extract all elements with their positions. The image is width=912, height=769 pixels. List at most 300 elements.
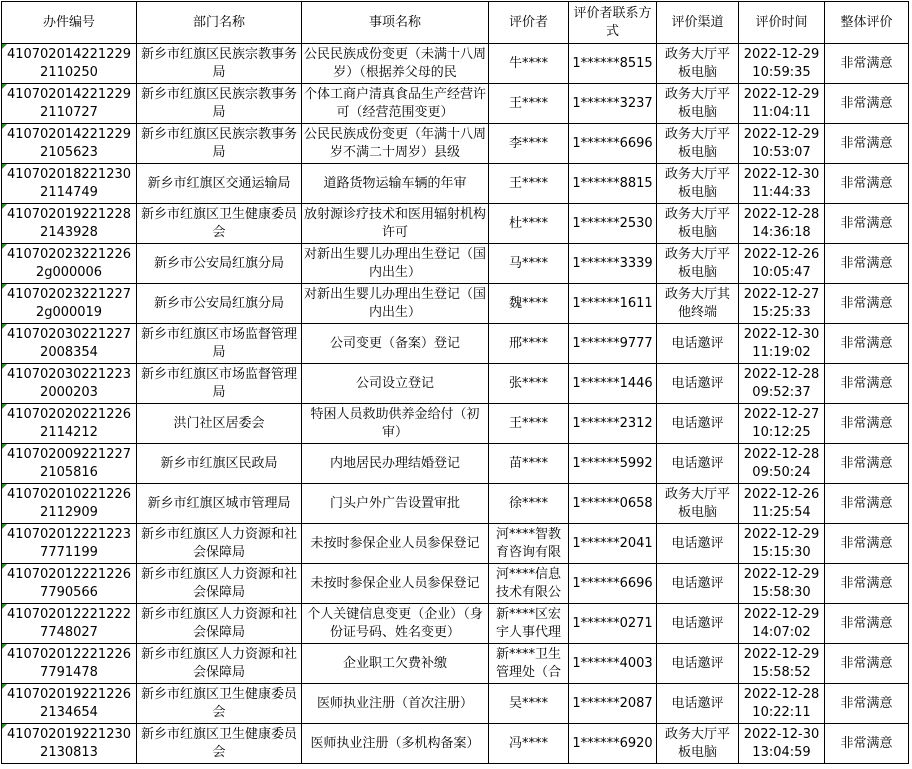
header-rating: 整体评价 — [825, 2, 909, 44]
cell-time[interactable] — [739, 164, 825, 204]
cell-evaluator-text: 魏**** — [508, 295, 548, 311]
cell-rating-text: 非常满意 — [840, 695, 893, 711]
cell-rating[interactable] — [825, 444, 909, 484]
cell-time[interactable] — [739, 324, 825, 364]
cell-item-text: 特困人员救助供养金给付（初审） — [310, 406, 480, 440]
cell-contact-text: 1******2312 — [572, 415, 653, 431]
cell-time[interactable] — [739, 124, 825, 164]
evaluation-table — [1, 1, 909, 764]
cell-case-id[interactable] — [2, 524, 137, 564]
header-case-id: 办件编号 — [2, 2, 137, 44]
cell-time[interactable] — [739, 84, 825, 124]
cell-time-text: 2022-12-28 10:22:11 — [743, 686, 820, 720]
cell-rating[interactable] — [825, 164, 909, 204]
cell-item[interactable] — [302, 564, 489, 604]
cell-contact[interactable] — [569, 604, 657, 644]
cell-rating[interactable] — [825, 84, 909, 124]
cell-case-id-text: 4107020142212292110250 — [6, 46, 132, 80]
table-row[interactable] — [2, 484, 909, 524]
cell-time[interactable] — [739, 524, 825, 564]
cell-contact[interactable] — [569, 44, 657, 84]
cell-rating[interactable] — [825, 524, 909, 564]
cell-case-id-text: 4107020182212302114749 — [6, 166, 132, 200]
cell-contact[interactable] — [569, 644, 657, 684]
cell-case-id-text: 4107020192212302130813 — [6, 726, 132, 760]
cell-department-text: 新乡市红旗区人力资源和社会保障局 — [140, 606, 297, 640]
cell-contact[interactable] — [569, 364, 657, 404]
cell-channel[interactable] — [657, 724, 739, 764]
cell-rating-text: 非常满意 — [840, 575, 893, 591]
cell-contact-text: 1******6696 — [572, 575, 653, 591]
cell-time-text: 2022-12-29 14:07:02 — [743, 606, 820, 640]
cell-rating[interactable] — [825, 124, 909, 164]
cell-rating-text: 非常满意 — [840, 735, 893, 751]
cell-contact-text: 1******0658 — [572, 495, 653, 511]
cell-case-id-text: 4107020232212262g000006 — [6, 246, 132, 280]
cell-contact[interactable] — [569, 284, 657, 324]
cell-channel-text: 电话邀评 — [671, 415, 724, 431]
cell-department[interactable] — [137, 44, 302, 84]
cell-time-text: 2022-12-28 09:52:37 — [743, 366, 820, 400]
cell-item[interactable] — [302, 604, 489, 644]
cell-department[interactable] — [137, 284, 302, 324]
header-evaluator: 评价者 — [489, 2, 569, 44]
cell-item[interactable] — [302, 124, 489, 164]
cell-department[interactable] — [137, 204, 302, 244]
cell-rating[interactable] — [825, 684, 909, 724]
table-row[interactable] — [2, 164, 909, 204]
cell-evaluator-text: 苗**** — [508, 455, 548, 471]
cell-case-id-text: 4107020302212272008354 — [6, 326, 132, 360]
cell-channel[interactable] — [657, 644, 739, 684]
cell-item[interactable] — [302, 84, 489, 124]
cell-rating[interactable] — [825, 324, 909, 364]
cell-contact-text: 1******1611 — [572, 295, 653, 311]
cell-case-id[interactable] — [2, 44, 137, 84]
cell-rating[interactable] — [825, 644, 909, 684]
cell-rating-text: 非常满意 — [840, 335, 893, 351]
cell-channel-text: 政务大厅平板电脑 — [664, 86, 730, 120]
cell-case-id-text: 4107020122212267790566 — [6, 566, 132, 600]
cell-contact[interactable] — [569, 324, 657, 364]
cell-department-text: 新乡市红旗区人力资源和社会保障局 — [140, 566, 297, 600]
cell-case-id[interactable] — [2, 364, 137, 404]
cell-rating[interactable] — [825, 364, 909, 404]
cell-rating[interactable] — [825, 244, 909, 284]
cell-item-text: 放射源诊疗技术和医用辐射机构许可 — [304, 206, 486, 240]
cell-evaluator[interactable] — [489, 324, 569, 364]
cell-evaluator[interactable] — [489, 604, 569, 644]
cell-contact[interactable] — [569, 404, 657, 444]
cell-channel-text: 政务大厅其他终端 — [664, 286, 730, 320]
cell-item[interactable] — [302, 484, 489, 524]
table-row[interactable] — [2, 564, 909, 604]
cell-channel-text: 电话邀评 — [671, 655, 724, 671]
cell-time-text: 2022-12-28 09:50:24 — [743, 446, 820, 480]
cell-contact[interactable] — [569, 724, 657, 764]
cell-time[interactable] — [739, 284, 825, 324]
cell-item-text: 公司变更（备案）登记 — [329, 335, 460, 351]
cell-rating-text: 非常满意 — [840, 255, 893, 271]
cell-contact[interactable] — [569, 684, 657, 724]
cell-evaluator-text: 王**** — [508, 175, 548, 191]
cell-department-text: 新乡市红旗区卫生健康委员会 — [140, 686, 297, 720]
cell-time-text: 2022-12-29 15:15:30 — [743, 526, 820, 560]
cell-time[interactable] — [739, 484, 825, 524]
cell-case-id-text: 4107020122212267791478 — [6, 646, 132, 680]
cell-department[interactable] — [137, 444, 302, 484]
cell-channel[interactable] — [657, 284, 739, 324]
cell-channel[interactable] — [657, 44, 739, 84]
cell-evaluator-text: 杜**** — [508, 215, 548, 231]
cell-time[interactable] — [739, 244, 825, 284]
cell-item[interactable] — [302, 724, 489, 764]
cell-case-id-text: 4107020142212292110727 — [6, 86, 132, 120]
cell-department[interactable] — [137, 604, 302, 644]
cell-channel-text: 政务大厅平板电脑 — [664, 46, 730, 80]
cell-time[interactable] — [739, 364, 825, 404]
cell-channel[interactable] — [657, 444, 739, 484]
cell-department-text: 新乡市红旗区人力资源和社会保障局 — [140, 526, 297, 560]
cell-item-text: 企业职工欠费补缴 — [342, 655, 447, 671]
cell-time-text: 2022-12-26 11:25:54 — [743, 486, 820, 520]
cell-item[interactable] — [302, 524, 489, 564]
cell-department-text: 新乡市红旗区城市管理局 — [147, 495, 291, 511]
cell-evaluator-text: 王**** — [508, 95, 548, 111]
cell-rating-text: 非常满意 — [840, 615, 893, 631]
cell-item-text: 个体工商户清真食品生产经营许可（经营范围变更） — [304, 86, 486, 120]
cell-department[interactable] — [137, 84, 302, 124]
cell-department[interactable] — [137, 124, 302, 164]
table-row[interactable] — [2, 524, 909, 564]
cell-item[interactable] — [302, 684, 489, 724]
cell-evaluator[interactable] — [489, 484, 569, 524]
table-row[interactable] — [2, 44, 909, 84]
cell-department-text: 新乡市红旗区民族宗教事务局 — [140, 126, 297, 160]
cell-evaluator-text: 李**** — [508, 135, 548, 151]
cell-case-id[interactable] — [2, 404, 137, 444]
cell-channel[interactable] — [657, 124, 739, 164]
cell-time[interactable] — [739, 44, 825, 84]
cell-channel[interactable] — [657, 564, 739, 604]
cell-department[interactable] — [137, 164, 302, 204]
cell-evaluator[interactable] — [489, 364, 569, 404]
cell-rating[interactable] — [825, 44, 909, 84]
cell-contact-text: 1******4003 — [572, 655, 653, 671]
cell-case-id[interactable] — [2, 324, 137, 364]
cell-contact[interactable] — [569, 84, 657, 124]
table-row[interactable] — [2, 604, 909, 644]
cell-time-text: 2022-12-30 11:19:02 — [743, 326, 820, 360]
table-row[interactable] — [2, 444, 909, 484]
table-row[interactable] — [2, 124, 909, 164]
cell-time-text: 2022-12-30 11:44:33 — [743, 166, 820, 200]
cell-time-text: 2022-12-29 15:58:30 — [743, 566, 820, 600]
table-body — [2, 44, 909, 764]
cell-rating[interactable] — [825, 284, 909, 324]
cell-evaluator-text: 新****区宏宇人事代理 — [495, 606, 561, 640]
cell-evaluator[interactable] — [489, 524, 569, 564]
cell-contact[interactable] — [569, 444, 657, 484]
cell-item[interactable] — [302, 284, 489, 324]
cell-evaluator[interactable] — [489, 444, 569, 484]
cell-time[interactable] — [739, 204, 825, 244]
cell-item-text: 未按时参保企业人员参保登记 — [310, 575, 480, 591]
cell-channel[interactable] — [657, 324, 739, 364]
header-contact: 评价者联系方式 — [569, 2, 657, 44]
cell-rating-text: 非常满意 — [840, 655, 893, 671]
cell-department-text: 新乡市红旗区卫生健康委员会 — [140, 206, 297, 240]
cell-evaluator[interactable] — [489, 44, 569, 84]
cell-evaluator[interactable] — [489, 724, 569, 764]
cell-channel[interactable] — [657, 604, 739, 644]
cell-item[interactable] — [302, 204, 489, 244]
cell-rating-text: 非常满意 — [840, 55, 893, 71]
cell-time-text: 2022-12-29 10:53:07 — [743, 126, 820, 160]
cell-contact-text: 1******6920 — [572, 735, 653, 751]
cell-channel-text: 政务大厅平板电脑 — [664, 246, 730, 280]
cell-case-id[interactable] — [2, 204, 137, 244]
table-row[interactable] — [2, 724, 909, 764]
cell-department[interactable] — [137, 484, 302, 524]
cell-channel-text: 电话邀评 — [671, 615, 724, 631]
cell-item-text: 公民民族成份变更（年满十八周岁不满二十周岁）县级 — [304, 126, 486, 160]
cell-rating-text: 非常满意 — [840, 535, 893, 551]
cell-evaluator[interactable] — [489, 164, 569, 204]
cell-department-text: 新乡市红旗区民族宗教事务局 — [140, 86, 297, 120]
cell-case-id-text: 4107020302212232000203 — [6, 366, 132, 400]
cell-rating-text: 非常满意 — [840, 215, 893, 231]
cell-department[interactable] — [137, 364, 302, 404]
cell-contact-text: 1******3339 — [572, 255, 653, 271]
cell-channel-text: 电话邀评 — [671, 695, 724, 711]
cell-channel[interactable] — [657, 524, 739, 564]
cell-contact[interactable] — [569, 484, 657, 524]
cell-contact[interactable] — [569, 564, 657, 604]
table-row[interactable] — [2, 244, 909, 284]
cell-time[interactable] — [739, 564, 825, 604]
cell-case-id[interactable] — [2, 724, 137, 764]
cell-time-text: 2022-12-29 11:04:11 — [743, 86, 820, 120]
table-row[interactable] — [2, 284, 909, 324]
cell-evaluator[interactable] — [489, 684, 569, 724]
cell-department-text: 新乡市公安局红旗分局 — [153, 295, 284, 311]
cell-department[interactable] — [137, 564, 302, 604]
cell-channel[interactable] — [657, 164, 739, 204]
cell-contact[interactable] — [569, 164, 657, 204]
cell-department-text: 新乡市红旗区卫生健康委员会 — [140, 726, 297, 760]
cell-evaluator-text: 张**** — [508, 375, 548, 391]
cell-rating[interactable] — [825, 204, 909, 244]
cell-evaluator-text: 河****信息技术有限公 — [495, 566, 561, 600]
cell-case-id-text: 4107020122212237771199 — [6, 526, 132, 560]
cell-contact[interactable] — [569, 524, 657, 564]
cell-department[interactable] — [137, 524, 302, 564]
cell-evaluator[interactable] — [489, 644, 569, 684]
cell-case-id-text: 4107020102212262112909 — [6, 486, 132, 520]
cell-contact-text: 1******2530 — [572, 215, 653, 231]
cell-item[interactable] — [302, 444, 489, 484]
cell-channel[interactable] — [657, 484, 739, 524]
table-row[interactable] — [2, 404, 909, 444]
cell-channel-text: 政务大厅平板电脑 — [664, 726, 730, 760]
cell-case-id[interactable] — [2, 564, 137, 604]
cell-evaluator[interactable] — [489, 84, 569, 124]
cell-item-text: 内地居民办理结婚登记 — [329, 455, 460, 471]
cell-evaluator-text: 徐**** — [508, 495, 548, 511]
table-row[interactable] — [2, 644, 909, 684]
cell-channel[interactable] — [657, 404, 739, 444]
cell-rating-text: 非常满意 — [840, 95, 893, 111]
cell-case-id-text: 4107020092212272105816 — [6, 446, 132, 480]
cell-rating-text: 非常满意 — [840, 455, 893, 471]
cell-rating-text: 非常满意 — [840, 295, 893, 311]
cell-rating[interactable] — [825, 564, 909, 604]
cell-department-text: 新乡市红旗区市场监督管理局 — [140, 366, 297, 400]
table-row[interactable] — [2, 84, 909, 124]
cell-item[interactable] — [302, 44, 489, 84]
cell-case-id[interactable] — [2, 84, 137, 124]
cell-case-id-text: 4107020232212272g000019 — [6, 286, 132, 320]
cell-department[interactable] — [137, 644, 302, 684]
cell-case-id[interactable] — [2, 164, 137, 204]
cell-rating[interactable] — [825, 604, 909, 644]
cell-time[interactable] — [739, 684, 825, 724]
cell-item-text: 未按时参保企业人员参保登记 — [310, 535, 480, 551]
cell-time[interactable] — [739, 444, 825, 484]
cell-rating[interactable] — [825, 484, 909, 524]
cell-case-id-text: 4107020142212292105623 — [6, 126, 132, 160]
cell-time-text: 2022-12-29 10:59:35 — [743, 46, 820, 80]
cell-item-text: 公司设立登记 — [355, 375, 434, 391]
cell-item[interactable] — [302, 324, 489, 364]
cell-time[interactable] — [739, 724, 825, 764]
cell-evaluator-text: 王**** — [508, 415, 548, 431]
cell-time-text: 2022-12-30 13:04:59 — [743, 726, 820, 760]
cell-rating[interactable] — [825, 404, 909, 444]
cell-case-id-text: 4107020192212262134654 — [6, 686, 132, 720]
cell-time[interactable] — [739, 644, 825, 684]
cell-evaluator[interactable] — [489, 244, 569, 284]
cell-case-id[interactable] — [2, 284, 137, 324]
cell-channel[interactable] — [657, 204, 739, 244]
cell-contact-text: 1******3237 — [572, 95, 653, 111]
cell-evaluator-text: 吴**** — [508, 695, 548, 711]
cell-contact-text: 1******5992 — [572, 455, 653, 471]
cell-item[interactable] — [302, 404, 489, 444]
cell-item-text: 门头户外广告设置审批 — [329, 495, 460, 511]
cell-case-id[interactable] — [2, 124, 137, 164]
table-row[interactable] — [2, 364, 909, 404]
cell-channel[interactable] — [657, 684, 739, 724]
cell-department-text: 新乡市红旗区交通运输局 — [147, 175, 291, 191]
cell-item-text: 医师执业注册（首次注册） — [316, 695, 473, 711]
cell-contact-text: 1******8515 — [572, 55, 653, 71]
header-department: 部门名称 — [137, 2, 302, 44]
cell-channel-text: 政务大厅平板电脑 — [664, 166, 730, 200]
cell-evaluator[interactable] — [489, 564, 569, 604]
table-row[interactable] — [2, 204, 909, 244]
cell-evaluator-text: 冯**** — [508, 735, 548, 751]
cell-case-id[interactable] — [2, 604, 137, 644]
cell-channel-text: 电话邀评 — [671, 575, 724, 591]
cell-time[interactable] — [739, 604, 825, 644]
table-row[interactable] — [2, 324, 909, 364]
cell-rating-text: 非常满意 — [840, 415, 893, 431]
cell-department[interactable] — [137, 724, 302, 764]
cell-contact-text: 1******9777 — [572, 335, 653, 351]
cell-case-id[interactable] — [2, 444, 137, 484]
cell-contact-text: 1******1446 — [572, 375, 653, 391]
cell-evaluator[interactable] — [489, 204, 569, 244]
header-row — [2, 2, 909, 44]
cell-item-text: 道路货物运输车辆的年审 — [323, 175, 467, 191]
cell-channel[interactable] — [657, 244, 739, 284]
cell-channel[interactable] — [657, 364, 739, 404]
cell-rating[interactable] — [825, 724, 909, 764]
cell-case-id[interactable] — [2, 244, 137, 284]
header-time: 评价时间 — [739, 2, 825, 44]
cell-evaluator-text: 新****卫生管理处（合 — [495, 646, 561, 680]
cell-contact-text: 1******8815 — [572, 175, 653, 191]
cell-case-id-text: 4107020192212282143928 — [6, 206, 132, 240]
cell-department[interactable] — [137, 324, 302, 364]
cell-channel-text: 电话邀评 — [671, 375, 724, 391]
cell-department[interactable] — [137, 244, 302, 284]
cell-channel[interactable] — [657, 84, 739, 124]
cell-time[interactable] — [739, 404, 825, 444]
header-channel: 评价渠道 — [657, 2, 739, 44]
cell-item[interactable] — [302, 244, 489, 284]
cell-contact[interactable] — [569, 244, 657, 284]
cell-channel-text: 电话邀评 — [671, 455, 724, 471]
cell-time-text: 2022-12-29 15:58:52 — [743, 646, 820, 680]
cell-evaluator-text: 邢**** — [508, 335, 548, 351]
cell-item-text: 个人关键信息变更（企业）（身份证号码、姓名变更） — [307, 606, 483, 640]
cell-channel-text: 政务大厅平板电脑 — [664, 486, 730, 520]
cell-rating-text: 非常满意 — [840, 375, 893, 391]
cell-time-text: 2022-12-26 10:05:47 — [743, 246, 820, 280]
cell-channel-text: 政务大厅平板电脑 — [664, 206, 730, 240]
cell-contact-text: 1******2087 — [572, 695, 653, 711]
cell-item-text: 对新出生婴儿办理出生登记（国内出生） — [304, 246, 486, 280]
cell-department-text: 新乡市红旗区人力资源和社会保障局 — [140, 646, 297, 680]
cell-item[interactable] — [302, 364, 489, 404]
cell-case-id[interactable] — [2, 644, 137, 684]
cell-evaluator[interactable] — [489, 124, 569, 164]
cell-department[interactable] — [137, 404, 302, 444]
cell-rating-text: 非常满意 — [840, 495, 893, 511]
cell-contact[interactable] — [569, 204, 657, 244]
table-row[interactable] — [2, 684, 909, 724]
cell-evaluator-text: 牛**** — [508, 55, 548, 71]
cell-case-id[interactable] — [2, 684, 137, 724]
cell-department-text: 新乡市红旗区市场监督管理局 — [140, 326, 297, 360]
cell-case-id[interactable] — [2, 484, 137, 524]
cell-item[interactable] — [302, 164, 489, 204]
cell-rating-text: 非常满意 — [840, 135, 893, 151]
cell-item[interactable] — [302, 644, 489, 684]
cell-department[interactable] — [137, 684, 302, 724]
cell-channel-text: 电话邀评 — [671, 535, 724, 551]
cell-item-text: 医师执业注册（多机构备案） — [310, 735, 480, 751]
cell-time-text: 2022-12-28 14:36:18 — [743, 206, 820, 240]
cell-department-text: 洪门社区居委会 — [173, 415, 265, 431]
cell-evaluator[interactable] — [489, 404, 569, 444]
cell-channel-text: 电话邀评 — [671, 335, 724, 351]
cell-contact[interactable] — [569, 124, 657, 164]
cell-evaluator[interactable] — [489, 284, 569, 324]
